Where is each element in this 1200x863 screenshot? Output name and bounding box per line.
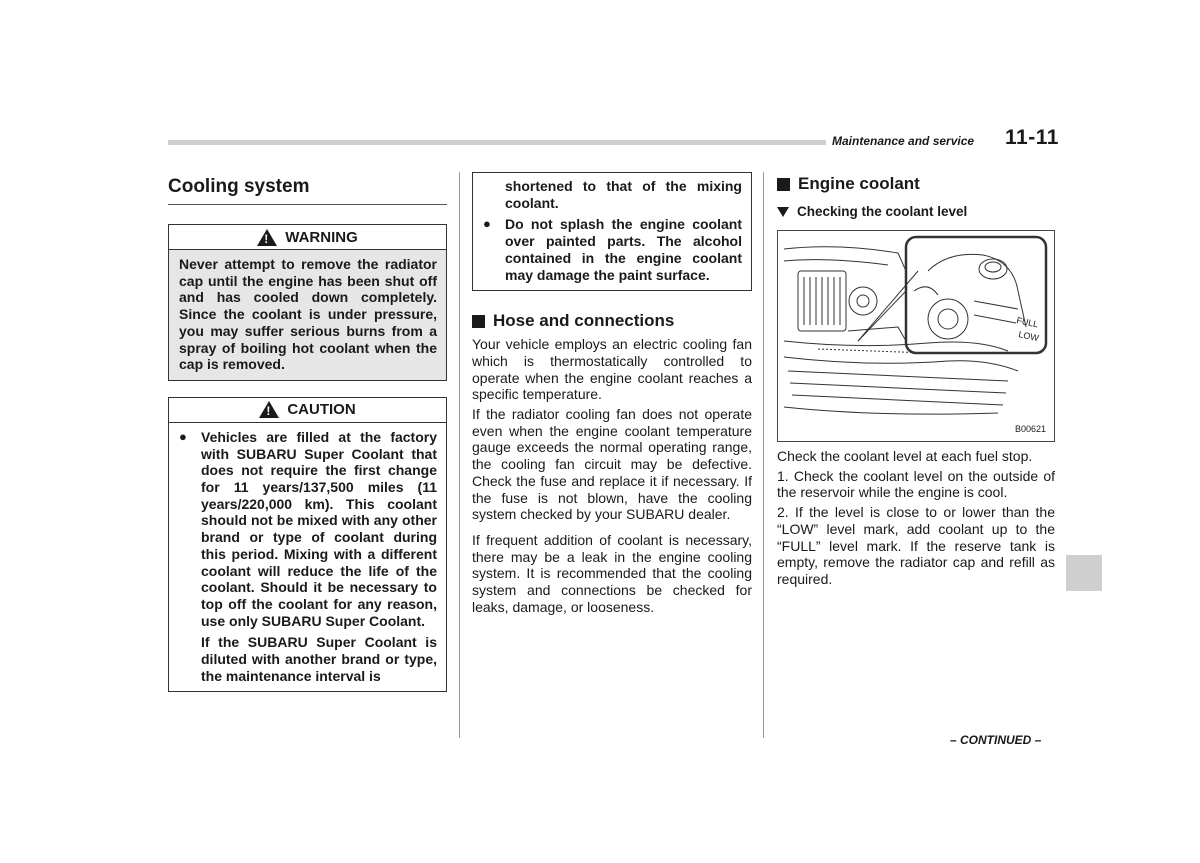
hose-paragraph-2: If the radiator cooling fan does not operate even when the engine coolant temperature gauge exceeds the normal operating range, the cooling fan circuit may be defective. Check the fuse and replace it if necessary. If the fuse is not blown, have the cooling system checked by your SUBARU dealer. [472, 406, 752, 523]
caution-triangle-icon [259, 401, 279, 418]
caution-bullet-text: Vehicles are filled at the factory with SUBARU Super Coolant that does not require the first change for 11 years/137,500 miles (11 years/220,000 km). This coolant should not be mixed with any other brand or type of coolant during this period. Mixing with a different coolant will reduce the life of the coolant. Should it be necessary to top off the coolant for any reason, use only SUBARU Super Coolant. [201, 428, 437, 629]
caution-continued-line [483, 178, 742, 211]
coolant-step-2: 2. If the level is close to or lower than the “LOW” level mark, add coolant up to the “FULL” level mark. If the reserve tank is empty, remove the radiator cap and refill as required. [777, 504, 1055, 587]
caution-bullet [179, 429, 437, 685]
chapter-thumb-tab [1066, 555, 1102, 591]
square-bullet-icon [472, 315, 485, 328]
caution-box-continued [472, 172, 752, 291]
column-divider-2 [763, 172, 764, 738]
column-3 [777, 174, 1055, 219]
section-title-coolant: Engine coolant [798, 174, 920, 193]
column-1 [168, 176, 447, 692]
warning-header [169, 225, 446, 250]
hose-paragraph-1: Your vehicle employs an electric cooling fan which is thermostatically controlled to operate when the engine coolant reaches a specific temperature. [472, 336, 752, 403]
caution-label: CAUTION [287, 401, 356, 419]
page-number: 11-11 [1005, 126, 1059, 149]
bullet-spacer [483, 178, 495, 211]
low-level-mark: LOW [1017, 329, 1040, 344]
warning-box [168, 224, 447, 381]
coolant-paragraph-1: Check the coolant level at each fuel stop. [777, 448, 1033, 464]
bullet-dot: ● [179, 428, 187, 444]
caution-header [169, 398, 446, 423]
caution-bullet-continuation: If the SUBARU Super Coolant is diluted with another brand or type, the maintenance interval is [201, 634, 437, 684]
header-rule [168, 140, 826, 145]
warning-label: WARNING [285, 228, 358, 246]
subsection-title: Checking the coolant level [797, 204, 968, 219]
caution-body [169, 423, 446, 692]
full-level-mark: FULL [1015, 315, 1040, 330]
column-divider-1 [459, 172, 460, 738]
engine-bay-illustration [778, 231, 1054, 441]
warning-body [169, 250, 446, 380]
section-title-hose: Hose and connections [493, 311, 675, 331]
section-heading-hose [472, 311, 752, 331]
continued-label: – CONTINUED – [950, 733, 1042, 747]
section-heading-coolant [777, 174, 1055, 194]
caution-box [168, 397, 447, 693]
column-3-text [777, 448, 1055, 588]
bullet-dot: ● [483, 216, 491, 232]
caution-bullet-2-text: Do not splash the engine coolant over painted parts. The alcohol contained in the engine coolant may damage the paint surface. [505, 216, 742, 283]
triangle-down-icon [777, 207, 789, 217]
warning-triangle-icon [257, 229, 277, 246]
hose-paragraph-3: If frequent addition of coolant is necessary, there may be a leak in the engine cooling system. It is recommended that the cooling system and connections be checked for leaks, damage, or looseness. [472, 531, 752, 615]
subsection-heading [777, 204, 1055, 219]
coolant-step-1: 1. Check the coolant level on the outside of the reservoir while the engine is cool. [777, 467, 1055, 501]
caution-bullet-2 [483, 216, 742, 283]
warning-text: Never attempt to remove the radiator cap until the engine has been shut off and has cooled down completely. Since the coolant is under pressure, you may suffer serious burns from a spray of boiling hot coolant when the cap is removed. [179, 256, 437, 373]
square-bullet-icon [777, 178, 790, 191]
coolant-reservoir-figure [777, 230, 1055, 442]
figure-code: B00621 [1014, 424, 1046, 434]
page-title: Cooling system [168, 176, 310, 197]
header-section-title: Maintenance and service [832, 134, 975, 148]
title-rule [168, 204, 447, 205]
column-2 [472, 172, 752, 615]
caution-continued-body [473, 173, 751, 290]
caution-continued-text: shortened to that of the mixing coolant. [505, 178, 742, 211]
